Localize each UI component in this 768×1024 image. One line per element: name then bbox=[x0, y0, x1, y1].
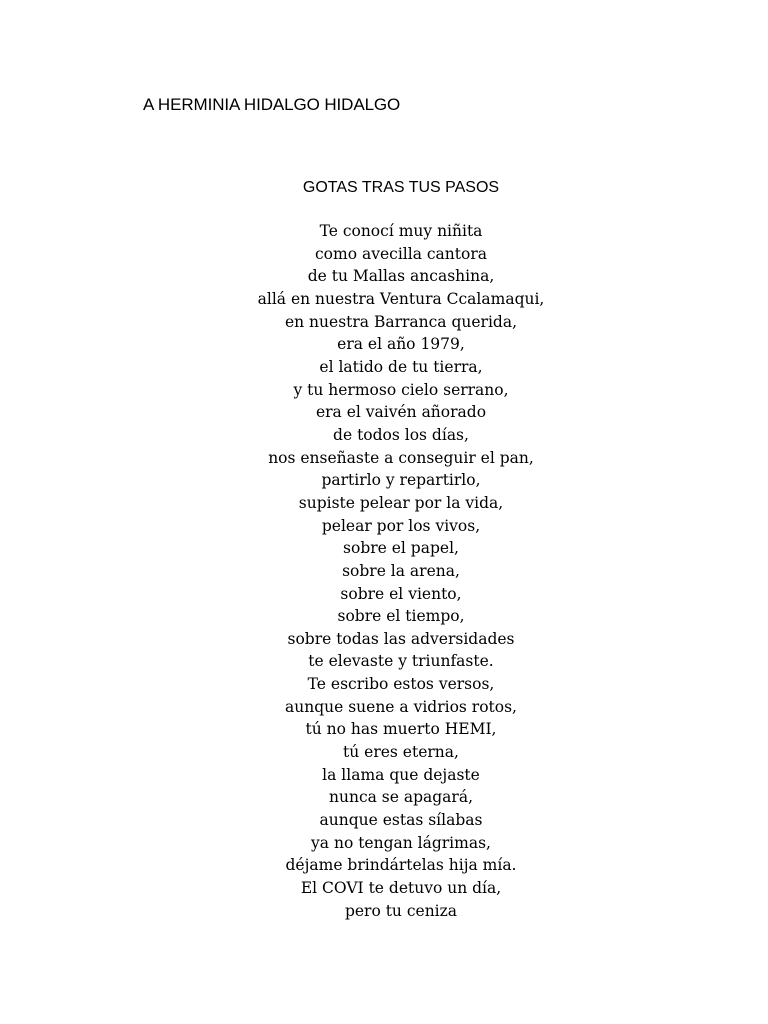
verse-line: sobre todas las adversidades bbox=[287, 629, 515, 648]
verse-line: el latido de tu tierra, bbox=[319, 357, 483, 376]
verse-line: Te escribo estos versos, bbox=[307, 675, 495, 694]
verse-line: tú no has muerto HEMI, bbox=[305, 720, 497, 739]
verse-line: te elevaste y triunfaste. bbox=[308, 652, 494, 671]
poem-title: GOTAS TRAS TUS PASOS bbox=[302, 179, 500, 196]
poem-verses bbox=[0, 220, 768, 922]
verse-line: como avecilla cantora bbox=[315, 244, 487, 263]
verse-line: El COVI te detuvo un día, bbox=[300, 879, 502, 898]
verse-line: allá en nuestra Ventura Ccalamaqui, bbox=[257, 289, 545, 308]
verse-line: aunque suene a vidrios rotos, bbox=[285, 697, 517, 716]
verse-line: aunque estas sílabas bbox=[319, 811, 483, 830]
verse-line: supiste pelear por la vida, bbox=[298, 493, 504, 512]
verse-line: Te conocí muy niñita bbox=[319, 222, 483, 240]
verse-line: déjame brindártelas hija mía. bbox=[285, 856, 517, 875]
verse-line: tú eres eterna, bbox=[343, 743, 459, 762]
verse-line: era el año 1979, bbox=[337, 335, 465, 354]
verse-line: la llama que dejaste bbox=[322, 765, 480, 784]
verse-line: sobre el tiempo, bbox=[337, 607, 465, 626]
verse-line: en nuestra Barranca querida, bbox=[284, 312, 518, 331]
verse-line: nunca se apagará, bbox=[329, 788, 473, 807]
verse-line: sobre el viento, bbox=[340, 584, 462, 603]
verse-line: partirlo y repartirlo, bbox=[321, 471, 481, 490]
verse-line: pero tu ceniza bbox=[344, 901, 458, 920]
verse-line: pelear por los vivos, bbox=[321, 516, 481, 535]
verse-line: de tu Mallas ancashina, bbox=[307, 267, 495, 286]
verse-line: nos enseñaste a conseguir el pan, bbox=[268, 448, 534, 467]
verse-line: ya no tengan lágrimas, bbox=[311, 833, 491, 852]
verse-line: sobre la arena, bbox=[342, 561, 460, 580]
verse-line: de todos los días, bbox=[333, 425, 469, 444]
dedication-heading: A HERMINIA HIDALGO HIDALGO bbox=[143, 95, 401, 114]
verse-line: y tu hermoso cielo serrano, bbox=[293, 380, 509, 399]
verse-line: sobre el papel, bbox=[343, 539, 459, 558]
verse-line: era el vaivén añorado bbox=[315, 403, 487, 422]
